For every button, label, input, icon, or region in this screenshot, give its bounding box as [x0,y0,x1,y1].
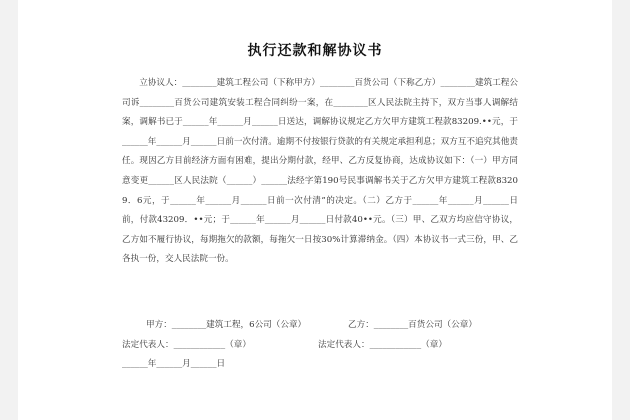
agreement-paragraph: 立协议人：________建筑工程公司（下称甲方）________百货公司（下称乙方）________建筑工程公司诉________百货公司建筑安装工程合同纠纷一案，在________区人民法院主持下，双方当事人调解结案，调解书已于______年______月______日送达，调解协议规定乙方欠甲方建筑工程款83209.••元，于______年______月______日前一次付清。逾期不付按银行贷款的有关规定承担利息；双方互不追究其他责任。现因乙方目前经济方面有困难，提出分期付款，经甲、乙方反复协商，达成协议如下：（一）甲方同意变更______区人民法院（______）______法经字第190号民事调解书关于乙方欠甲方建筑工程款83209．6元，于______年______月______日前一次付清”的决定。（二）乙方于______年______月______日前，付款43209．••元；于______年______月______日付款40••元。（三）甲、乙双方均应信守协议，乙方如不履行协议，每期拖欠的款额，每拖欠一日按30%计算滞纳金。（四）本协议书一式三份，甲、乙各执一份，交人民法院一份。 [122,78,518,265]
party-b-signature: 乙方：________百货公司（公章） [348,320,477,330]
party-a-signature: 甲方：________建筑工程，6公司（公章） [146,320,307,330]
agreement-body [122,74,518,270]
document-page [18,0,612,420]
document-title: 执行还款和解协议书 [247,43,383,59]
party-a-representative: 法定代表人：____________（章） [122,340,251,350]
signing-date: ______年______月______日 [122,359,226,369]
party-b-representative: 法定代表人：____________（章） [318,340,447,350]
